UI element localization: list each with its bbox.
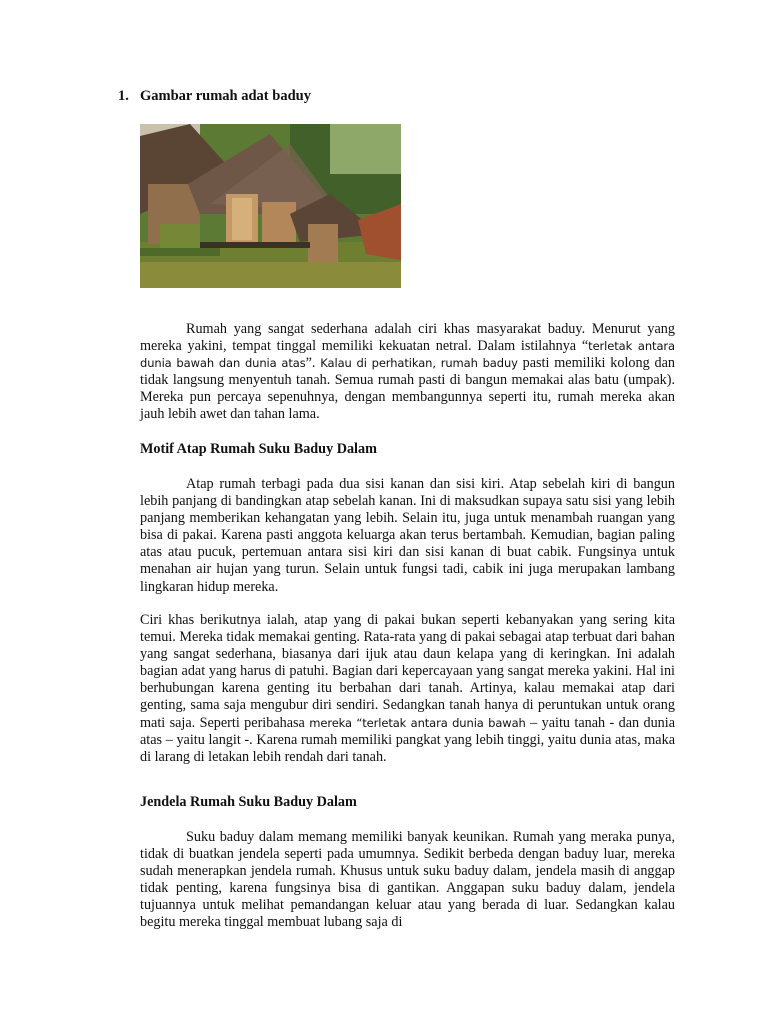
atap-quote: mereka “terletak antara dunia bawah (309, 715, 526, 730)
atap-text-1: Atap rumah terbagi pada dua sisi kanan dan sisi kiri. Atap sebelah kiri di bangun lebih panjang di bandingkan atap sebelah kanan. Ini di maksudkan supaya satu sisi yang lebih panjang memberikan kehangatan yang lebih. Selain itu, juga untuk menambah ruangan yang bisa di pakai. Karena pasti anggota keluarga akan terus bertambah. Kemudian, bagian paling atas atau pucuk, pertemuan antara sisi kiri dan sisi kanan di buat cabik. Fungsinya untuk menahan air hujan yang turun. Selain untuk fungsi tadi, cabik ini juga merupakan lambang lingkaran hidup mereka. (140, 476, 675, 595)
atap-text-2a: Ciri khas berikutnya ialah, atap yang di pakai bukan seperti kebanyakan yang sering kita temui. Mereka tidak memakai genting. Rata-rata yang di pakai sebagai atap terbuat dari bahan yang sangat sederhana, biasanya dari ijuk atau daun kelapa yang di keringkan. Ini adalah bagian adat yang harus di patuhi. Bagian dari kepercayaan yang sangat mereka yakini. Hal ini berhubungan karena genting itu berbahan dari tanah. Artinya, kalau memakai atap dari genting, sama saja mengubur diri sendiri. Sedangkan tanah hanya di peruntukan untuk orang mati saja. Seperti peribahasa (140, 612, 675, 731)
atap-text-2b: – yaitu tanah - dan dunia atas – yaitu langit -. Karena rumah memiliki pangkat yang lebih tinggi, yaitu dunia atas, maka di larang di letakan lebih rendah dari tanah. (140, 714, 676, 765)
paragraph-intro (140, 321, 675, 424)
paragraph-jendela (140, 829, 675, 932)
intro-quote: terletak antara dunia bawah dan dunia atas (140, 339, 675, 371)
section-title: Gambar rumah adat baduy (140, 88, 311, 104)
paragraph-atap-1 (140, 476, 675, 596)
intro-text-sans: Kalau di perhatikan, rumah baduy (320, 356, 518, 371)
intro-text-1: Rumah yang sangat sederhana adalah ciri khas masyarakat baduy. Menurut yang mereka yakini, tempat tinggal memiliki kekuatan netral. Dalam istilahnya “ (140, 321, 675, 355)
baduy-house-photo (140, 124, 401, 288)
subheading-jendela: Jendela Rumah Suku Baduy Dalam (140, 794, 357, 810)
paragraph-atap-2 (140, 612, 675, 766)
section-number: 1. (118, 88, 129, 104)
intro-text-2: ”. (305, 355, 321, 372)
intro-text-3: pasti memiliki kolong dan tidak langsung menyentuh tanah. Semua rumah pasti di bangun memakai alas batu (umpak). Mereka pun percaya sepenuhnya, dengan membangunnya seperti itu, rumah mereka akan jauh lebih awet dan tahan lama. (140, 355, 675, 423)
subheading-atap: Motif Atap Rumah Suku Baduy Dalam (140, 441, 377, 457)
section-heading (118, 88, 311, 105)
jendela-text: Suku baduy dalam memang memiliki banyak keunikan. Rumah yang meraka punya, tidak di buatkan jendela seperti pada umumnya. Sedikit berbeda dengan baduy luar, mereka sudah menerapkan jendela rumah. Khusus untuk suku baduy dalam, jendela masih di anggap tidak penting, karena fungsinya bisa di gantikan. Anggapan suku baduy dalam, jendela tujuannya untuk melihat pemandangan keluar atau yang berada di luar. Sedangkan kalau begitu mereka tinggal membuat lubang saja di (140, 829, 675, 931)
